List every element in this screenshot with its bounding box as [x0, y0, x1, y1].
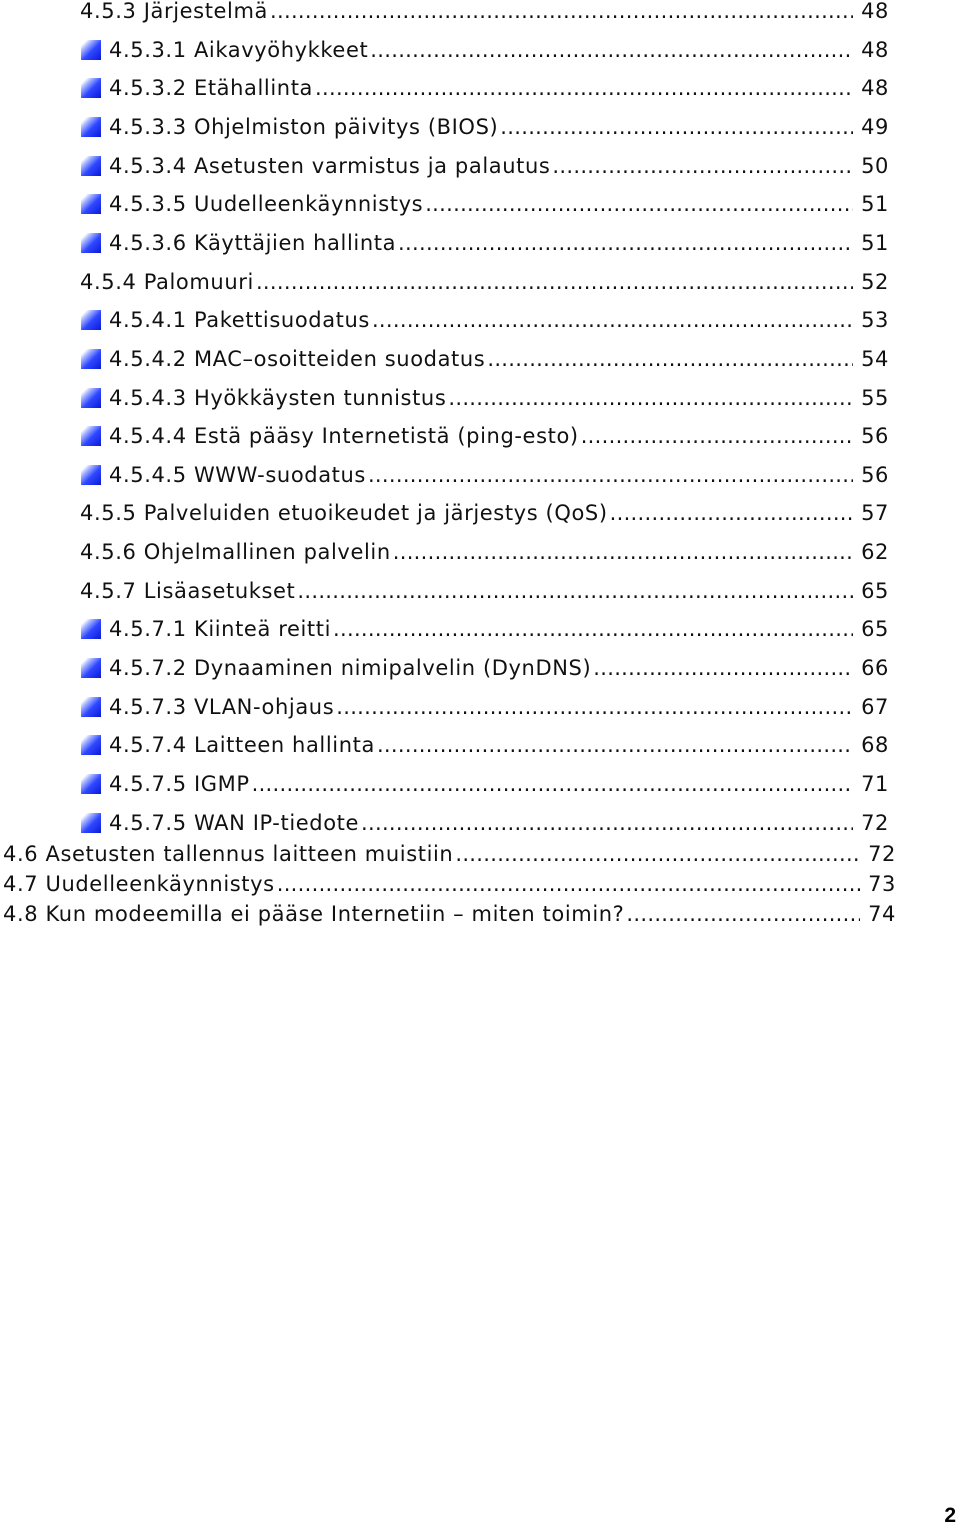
toc-dot-leader	[336, 694, 853, 720]
toc-dot-leader	[377, 732, 853, 758]
toc-entry-page: 65	[861, 579, 889, 603]
toc-dot-leader	[393, 539, 853, 565]
toc-entry-page: 72	[861, 811, 889, 835]
toc-dot-leader	[448, 385, 853, 411]
square-bullet-icon	[81, 465, 101, 485]
toc-entry-title: 4.5.3.5 Uudelleenkäynnistys	[109, 192, 424, 216]
toc-entry[interactable]	[109, 616, 889, 642]
toc-dot-leader	[500, 114, 853, 140]
toc-entry[interactable]	[109, 75, 889, 101]
toc-entry-page: 68	[861, 733, 889, 757]
toc-entry[interactable]	[109, 732, 889, 758]
toc-dot-leader	[370, 37, 853, 63]
toc-entry-page: 51	[861, 231, 889, 255]
square-bullet-icon	[81, 78, 101, 98]
toc-entry-title: 4.5.5 Palveluiden etuoikeudet ja järjestys (QoS)	[80, 501, 608, 525]
toc-entry-page: 51	[861, 192, 889, 216]
toc-dot-leader	[277, 871, 860, 897]
toc-entry-title: 4.5.3.6 Käyttäjien hallinta	[109, 231, 397, 255]
toc-entry-title: 4.5.4.1 Pakettisuodatus	[109, 308, 370, 332]
toc-entry-page: 71	[861, 772, 889, 796]
square-bullet-icon	[81, 619, 101, 639]
toc-dot-leader	[455, 841, 860, 867]
toc-entry[interactable]	[80, 500, 889, 526]
toc-entry-title: 4.5.4.2 MAC–osoitteiden suodatus	[109, 347, 486, 371]
toc-entry-title: 4.5.3.3 Ohjelmiston päivitys (BIOS)	[109, 115, 499, 139]
square-bullet-icon	[81, 233, 101, 253]
toc-dot-leader	[487, 346, 853, 372]
toc-dot-leader	[581, 423, 853, 449]
square-bullet-icon	[81, 735, 101, 755]
toc-dot-leader	[297, 578, 853, 604]
toc-dot-leader	[361, 810, 853, 836]
toc-entry-title: 4.5.3.4 Asetusten varmistus ja palautus	[109, 154, 551, 178]
toc-entry-page: 52	[861, 270, 889, 294]
toc-entry[interactable]	[109, 694, 889, 720]
toc-entry-page: 56	[861, 424, 889, 448]
toc-dot-leader	[333, 616, 853, 642]
toc-entry-page: 73	[868, 872, 896, 896]
toc-dot-leader	[552, 153, 853, 179]
square-bullet-icon	[81, 388, 101, 408]
toc-entry-page: 49	[861, 115, 889, 139]
toc-entry-title: 4.5.4.5 WWW-suodatus	[109, 463, 366, 487]
toc-entry-title: 4.5.7.5 IGMP	[109, 772, 250, 796]
toc-entry-title: 4.5.7.3 VLAN-ohjaus	[109, 695, 335, 719]
toc-entry[interactable]	[109, 385, 889, 411]
toc-entry[interactable]	[109, 810, 889, 836]
toc-entry[interactable]	[80, 578, 889, 604]
toc-entry[interactable]	[109, 655, 889, 681]
toc-entry-page: 72	[868, 842, 896, 866]
toc-dot-leader	[398, 230, 853, 256]
toc-entry[interactable]	[80, 0, 889, 24]
toc-dot-leader	[372, 307, 853, 333]
toc-entry[interactable]	[109, 153, 889, 179]
toc-entry-page: 48	[861, 38, 889, 62]
square-bullet-icon	[81, 310, 101, 330]
toc-entry[interactable]	[80, 269, 889, 295]
toc-entry-page: 62	[861, 540, 889, 564]
toc-entry[interactable]	[109, 423, 889, 449]
toc-entry-title: 4.5.7 Lisäasetukset	[80, 579, 296, 603]
toc-entry-page: 55	[861, 386, 889, 410]
toc-dot-leader	[368, 462, 853, 488]
toc-entry-title: 4.5.3.2 Etähallinta	[109, 76, 314, 100]
toc-entry-page: 54	[861, 347, 889, 371]
toc-entry-title: 4.5.6 Ohjelmallinen palvelin	[80, 540, 391, 564]
toc-entry[interactable]	[109, 771, 889, 797]
square-bullet-icon	[81, 774, 101, 794]
toc-entry-title: 4.5.4.4 Estä pääsy Internetistä (ping-esto)	[109, 424, 579, 448]
toc-dot-leader	[610, 500, 853, 526]
toc-entry-title: 4.5.3 Järjestelmä	[80, 0, 269, 23]
toc-entry[interactable]	[109, 307, 889, 333]
toc-entry[interactable]	[109, 37, 889, 63]
toc-entry[interactable]	[109, 191, 889, 217]
toc-dot-leader	[256, 269, 853, 295]
toc-entry[interactable]	[109, 346, 889, 372]
toc-entry-page: 67	[861, 695, 889, 719]
square-bullet-icon	[81, 156, 101, 176]
toc-entry[interactable]	[3, 841, 896, 867]
toc-dot-leader	[252, 771, 853, 797]
toc-entry[interactable]	[3, 901, 896, 927]
toc-entry-page: 48	[861, 76, 889, 100]
toc-entry-page: 53	[861, 308, 889, 332]
square-bullet-icon	[81, 426, 101, 446]
toc-dot-leader	[593, 655, 853, 681]
toc-entry-page: 50	[861, 154, 889, 178]
toc-entry-title: 4.5.7.2 Dynaaminen nimipalvelin (DynDNS)	[109, 656, 592, 680]
toc-entry-title: 4.5.3.1 Aikavyöhykkeet	[109, 38, 369, 62]
toc-dot-leader	[315, 75, 853, 101]
square-bullet-icon	[81, 813, 101, 833]
toc-entry-page: 48	[861, 0, 889, 23]
toc-entry-title: 4.5.7.1 Kiinteä reitti	[109, 617, 332, 641]
toc-entry-page: 56	[861, 463, 889, 487]
toc-entry-title: 4.5.7.4 Laitteen hallinta	[109, 733, 375, 757]
square-bullet-icon	[81, 194, 101, 214]
toc-dot-leader	[626, 901, 860, 927]
toc-entry[interactable]	[109, 114, 889, 140]
toc-entry-title: 4.7 Uudelleenkäynnistys	[3, 872, 275, 896]
toc-entry-title: 4.8 Kun modeemilla ei pääse Internetiin – miten toimin?	[3, 902, 625, 926]
toc-entry[interactable]	[109, 462, 889, 488]
toc-entry-page: 57	[861, 501, 889, 525]
toc-entry-title: 4.5.4 Palomuuri	[80, 270, 254, 294]
toc-dot-leader	[425, 191, 853, 217]
toc-entry[interactable]	[3, 871, 896, 897]
square-bullet-icon	[81, 697, 101, 717]
toc-entry[interactable]	[80, 539, 889, 565]
page-number: 2	[944, 1504, 956, 1527]
toc-entry[interactable]	[109, 230, 889, 256]
square-bullet-icon	[81, 40, 101, 60]
square-bullet-icon	[81, 349, 101, 369]
toc-dot-leader	[270, 0, 853, 24]
toc-entry-page: 65	[861, 617, 889, 641]
toc-entry-title: 4.6 Asetusten tallennus laitteen muistiin	[3, 842, 454, 866]
toc-entry-page: 66	[861, 656, 889, 680]
toc-entry-title: 4.5.4.3 Hyökkäysten tunnistus	[109, 386, 447, 410]
toc-entry-title: 4.5.7.5 WAN IP-tiedote	[109, 811, 360, 835]
square-bullet-icon	[81, 658, 101, 678]
square-bullet-icon	[81, 117, 101, 137]
toc-entry-page: 74	[868, 902, 896, 926]
